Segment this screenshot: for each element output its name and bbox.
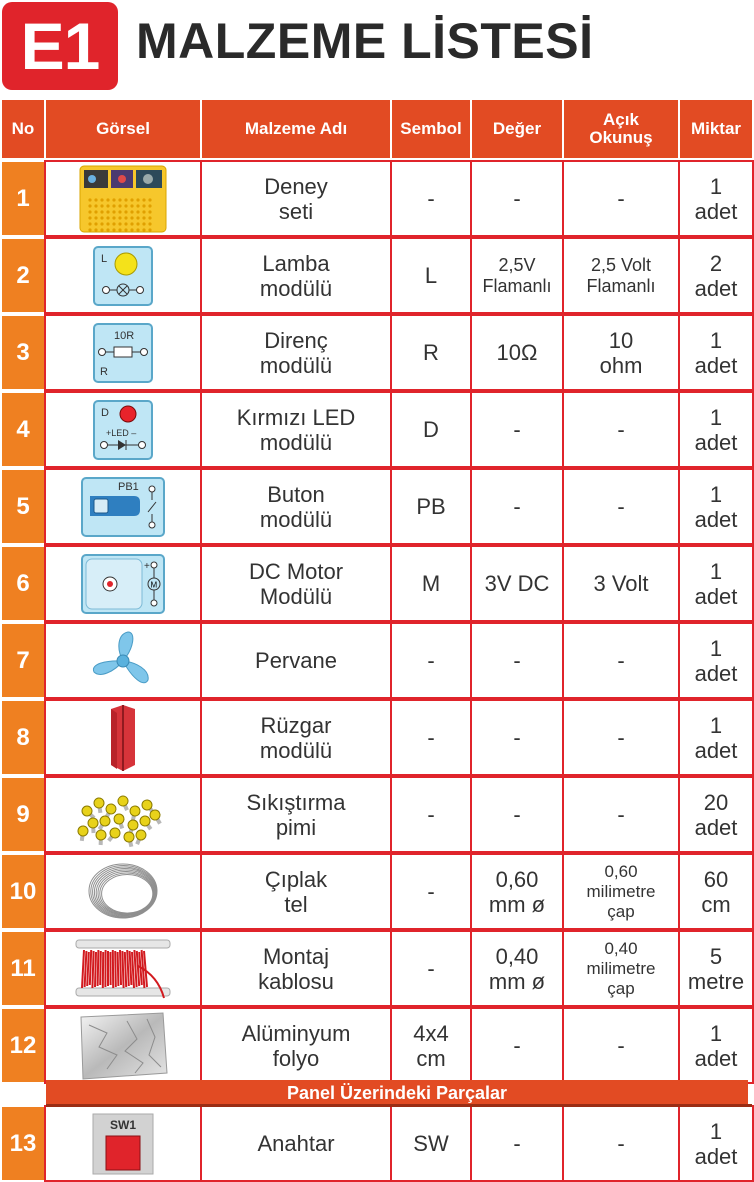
material-quantity-line: adet <box>694 1045 738 1071</box>
clamping-pins-icon <box>75 781 171 849</box>
button-module-icon <box>80 476 166 538</box>
svg-text:PB1: PB1 <box>118 480 139 493</box>
material-quantity-line: adet <box>694 352 738 378</box>
material-quantity-text <box>695 174 738 224</box>
row-number-label: 5 <box>16 492 30 520</box>
material-reading-line: milimetre <box>586 958 656 978</box>
material-value-text <box>513 494 520 519</box>
material-symbol <box>390 237 472 314</box>
row-number-label: 10 <box>9 877 37 905</box>
material-name-line: Modülü <box>259 583 333 609</box>
material-quantity-line: 1 <box>709 712 723 738</box>
material-symbol-text: 4x4 cm <box>413 1020 449 1071</box>
material-value-line: 3V DC <box>484 571 550 596</box>
material-reading-line: 10 <box>608 327 634 353</box>
material-reading-text <box>617 1033 624 1058</box>
material-quantity-text <box>695 713 738 763</box>
material-reading-line: - <box>617 1131 625 1156</box>
material-reading-text <box>617 417 624 442</box>
material-value-line: 0,40 <box>495 943 539 969</box>
material-reading-line: - <box>617 725 625 750</box>
material-quantity-line: 2 <box>709 250 723 276</box>
row-number <box>0 237 46 314</box>
material-reading-text <box>617 648 624 673</box>
material-quantity <box>678 699 754 776</box>
row-number <box>0 468 46 545</box>
material-name-line: Montaj <box>262 943 330 969</box>
material-value-text <box>513 648 520 673</box>
row-number <box>0 699 46 776</box>
material-quantity-line: adet <box>694 506 738 532</box>
material-quantity <box>678 391 754 468</box>
material-quantity-line: 1 <box>709 404 723 430</box>
header-label: Değer <box>492 119 542 138</box>
material-name-text <box>265 867 327 917</box>
material-quantity-line: adet <box>694 737 738 763</box>
row-number <box>0 622 46 699</box>
material-value-text <box>513 186 520 211</box>
material-reading-text <box>617 494 624 519</box>
material-image <box>44 1007 202 1084</box>
material-reading-line: - <box>617 1033 625 1058</box>
material-value <box>470 853 564 930</box>
material-reading <box>562 545 680 622</box>
material-quantity-line: adet <box>694 275 738 301</box>
material-reading <box>562 391 680 468</box>
material-value-line: - <box>513 802 521 827</box>
material-value-line: mm ø <box>488 891 546 917</box>
material-symbol <box>390 699 472 776</box>
material-value-line: - <box>513 648 521 673</box>
row-number-label: 12 <box>9 1031 37 1059</box>
material-quantity-text <box>695 482 738 532</box>
material-reading <box>562 468 680 545</box>
material-symbol-text: - <box>427 725 435 750</box>
material-quantity <box>678 160 754 237</box>
material-quantity-line: 60 <box>703 866 729 892</box>
material-value-text <box>485 571 550 596</box>
material-reading-text <box>600 328 643 378</box>
header-label: Açık Okunuş <box>589 110 653 147</box>
material-quantity-line: 1 <box>709 635 723 661</box>
row-number <box>0 160 46 237</box>
material-image <box>44 622 202 699</box>
material-value-text <box>489 867 545 917</box>
material-value-line: mm ø <box>488 968 546 994</box>
row-number <box>0 930 46 1007</box>
material-reading <box>562 699 680 776</box>
material-reading <box>562 622 680 699</box>
material-name-text <box>249 559 343 609</box>
material-name-text <box>260 328 332 378</box>
material-quantity-text <box>695 328 738 378</box>
material-value <box>470 930 564 1007</box>
material-reading-line: çap <box>607 978 635 998</box>
row-number <box>0 1105 46 1182</box>
row-number-label: 4 <box>16 415 30 443</box>
material-quantity <box>678 468 754 545</box>
material-value <box>470 160 564 237</box>
material-quantity-text <box>695 251 738 301</box>
header-label: Görsel <box>96 119 150 138</box>
material-quantity <box>678 314 754 391</box>
header-col-name <box>200 98 392 160</box>
material-quantity-line: 1 <box>709 1020 723 1046</box>
material-quantity-line: 1 <box>709 173 723 199</box>
material-quantity-line: 5 <box>709 943 723 969</box>
row-number-label: 1 <box>16 184 30 212</box>
material-reading-line: - <box>617 494 625 519</box>
material-quantity-line: adet <box>694 583 738 609</box>
material-quantity <box>678 853 754 930</box>
material-value <box>470 237 564 314</box>
material-quantity-text <box>695 790 738 840</box>
material-quantity-line: 1 <box>709 481 723 507</box>
row-number <box>0 314 46 391</box>
material-quantity <box>678 1007 754 1084</box>
material-name-text <box>237 405 356 455</box>
header-label: Sembol <box>400 119 462 138</box>
material-value <box>470 468 564 545</box>
material-value-line: 2,5V <box>498 254 536 275</box>
material-name <box>200 1105 392 1182</box>
material-name-line: Kırmızı LED <box>236 404 356 430</box>
material-reading-line: - <box>617 802 625 827</box>
material-reading-text <box>617 1131 624 1156</box>
material-symbol <box>390 1105 472 1182</box>
material-symbol <box>390 545 472 622</box>
material-value <box>470 622 564 699</box>
header-col-value <box>470 98 564 160</box>
material-quantity-line: metre <box>687 968 745 994</box>
material-name <box>200 1007 392 1084</box>
material-symbol <box>390 853 472 930</box>
material-quantity <box>678 930 754 1007</box>
material-name <box>200 622 392 699</box>
material-name-line: folyo <box>272 1045 320 1071</box>
material-value-line: - <box>513 1033 521 1058</box>
material-quantity-text <box>688 944 744 994</box>
material-symbol <box>390 391 472 468</box>
material-reading-line: milimetre <box>586 881 656 901</box>
material-quantity <box>678 1105 754 1182</box>
material-name <box>200 699 392 776</box>
material-symbol <box>390 160 472 237</box>
material-image <box>44 930 202 1007</box>
material-symbol-text: L <box>424 263 438 288</box>
row-number-label: 3 <box>16 338 30 366</box>
row-number-label: 13 <box>9 1129 37 1157</box>
material-value-text <box>497 340 538 365</box>
material-symbol <box>390 1007 472 1084</box>
material-image <box>44 776 202 853</box>
material-value-text <box>513 1131 520 1156</box>
material-quantity-line: adet <box>694 198 738 224</box>
experiment-badge: E1 <box>2 2 118 90</box>
material-name-line: Anahtar <box>257 1131 335 1156</box>
material-image <box>44 468 202 545</box>
row-number <box>0 545 46 622</box>
material-value-line: - <box>513 186 521 211</box>
propeller-icon <box>88 628 158 694</box>
material-symbol-text: - <box>427 648 435 673</box>
mounting-cable-icon <box>68 936 178 1002</box>
header-col-quantity <box>678 98 754 160</box>
material-name-text <box>260 482 332 532</box>
lamp-module-icon <box>92 245 154 307</box>
material-quantity-line: 1 <box>709 558 723 584</box>
row-number-label: 2 <box>16 261 30 289</box>
material-quantity <box>678 776 754 853</box>
material-name-line: Pervane <box>255 648 337 673</box>
row-number-label: 11 <box>10 954 36 982</box>
material-name-line: Direnç <box>264 327 328 353</box>
material-value-text <box>513 417 520 442</box>
material-quantity-text <box>695 405 738 455</box>
material-name-line: Rüzgar <box>260 712 332 738</box>
material-value-line: 10Ω <box>496 340 538 365</box>
material-value-text <box>513 802 520 827</box>
material-reading-line: 0,40 <box>604 938 638 958</box>
material-name-text <box>260 713 332 763</box>
material-name-line: tel <box>284 891 308 917</box>
material-quantity-line: cm <box>701 891 731 917</box>
header-col-symbol <box>390 98 472 160</box>
material-reading-text <box>593 571 648 596</box>
svg-text:+LED –: +LED – <box>106 427 137 438</box>
header-col-image <box>44 98 202 160</box>
svg-text:10R: 10R <box>114 329 135 342</box>
header-label: No <box>11 119 35 138</box>
panel-parts-section-header: Panel Üzerindeki Parçalar <box>46 1080 748 1106</box>
row-number-label: 8 <box>16 723 30 751</box>
row-number <box>0 853 46 930</box>
section-shadow <box>46 1104 752 1107</box>
material-quantity-line: 1 <box>709 327 723 353</box>
material-reading-text <box>587 862 656 922</box>
header-label: Miktar <box>690 119 742 138</box>
material-reading <box>562 160 680 237</box>
material-name-line: DC Motor <box>248 558 344 584</box>
header-label: Malzeme Adı <box>244 119 348 138</box>
material-value <box>470 314 564 391</box>
material-name-line: Çıplak <box>264 866 328 892</box>
material-reading-text <box>586 255 655 297</box>
material-reading-line: - <box>617 186 625 211</box>
material-image <box>44 1105 202 1182</box>
material-symbol-text: - <box>427 956 435 981</box>
material-symbol <box>390 314 472 391</box>
dc-motor-module-icon <box>80 553 166 615</box>
material-reading <box>562 776 680 853</box>
bare-wire-icon <box>75 857 171 927</box>
material-reading <box>562 853 680 930</box>
svg-text:L: L <box>101 252 108 265</box>
material-value <box>470 545 564 622</box>
material-value <box>470 1105 564 1182</box>
material-name-text <box>257 1131 334 1156</box>
row-number-label: 6 <box>16 569 30 597</box>
switch-icon <box>91 1112 155 1176</box>
material-name-line: modülü <box>259 275 333 301</box>
material-quantity <box>678 545 754 622</box>
material-name-line: Buton <box>267 481 325 507</box>
material-reading-text <box>617 186 624 211</box>
material-name-text <box>246 790 345 840</box>
page-title: MALZEME LİSTESİ <box>136 13 594 69</box>
material-value-line: - <box>513 725 521 750</box>
experiment-set-icon <box>78 164 168 234</box>
material-value-text <box>513 1033 520 1058</box>
material-name <box>200 545 392 622</box>
material-quantity-line: 20 <box>703 789 729 815</box>
material-reading <box>562 1007 680 1084</box>
material-name-text <box>258 944 334 994</box>
material-name <box>200 853 392 930</box>
material-name-line: Lamba <box>262 250 330 276</box>
material-reading-text <box>617 725 624 750</box>
material-symbol-text: M <box>421 571 441 596</box>
material-value-text <box>489 944 545 994</box>
material-reading-line: - <box>617 648 625 673</box>
material-symbol-text: PB <box>416 494 446 519</box>
material-name <box>200 314 392 391</box>
material-quantity-text <box>695 1119 738 1169</box>
material-value <box>470 699 564 776</box>
material-name-line: modülü <box>259 352 333 378</box>
material-symbol-text: R <box>423 340 439 365</box>
material-symbol-text: - <box>427 802 435 827</box>
material-value <box>470 776 564 853</box>
material-quantity-line: adet <box>694 814 738 840</box>
material-quantity-text <box>695 559 738 609</box>
material-name <box>200 160 392 237</box>
material-value-line: - <box>513 417 521 442</box>
row-number <box>0 776 46 853</box>
aluminium-foil-icon <box>77 1011 169 1081</box>
material-name <box>200 776 392 853</box>
material-reading-line: ohm <box>599 352 643 378</box>
material-reading-line: - <box>617 417 625 442</box>
material-value-line: - <box>513 494 521 519</box>
material-reading-line: 0,60 <box>604 861 638 881</box>
material-reading-text <box>587 939 656 999</box>
material-reading <box>562 314 680 391</box>
material-name-line: Sıkıştırma <box>246 789 346 815</box>
svg-text:M: M <box>150 580 158 589</box>
material-name <box>200 237 392 314</box>
header-col-no <box>0 98 46 160</box>
material-reading <box>562 1105 680 1182</box>
material-reading-line: 3 Volt <box>593 571 649 596</box>
row-number <box>0 391 46 468</box>
row-number <box>0 1007 46 1084</box>
svg-text:+: + <box>144 560 150 572</box>
material-name-text <box>264 174 328 224</box>
material-quantity-line: adet <box>694 1143 738 1169</box>
material-reading-line: 2,5 Volt <box>590 254 652 275</box>
material-symbol <box>390 622 472 699</box>
material-name-text <box>255 648 337 673</box>
material-image <box>44 237 202 314</box>
material-symbol-text: D <box>423 417 439 442</box>
material-name-text <box>260 251 332 301</box>
material-image <box>44 699 202 776</box>
header-col-reading <box>562 98 680 160</box>
material-value-line: 0,60 <box>495 866 539 892</box>
led-module-icon <box>92 399 154 461</box>
material-name-line: Deney <box>264 173 328 199</box>
material-quantity-text <box>695 636 738 686</box>
material-image <box>44 391 202 468</box>
row-number-label: 9 <box>16 800 30 828</box>
material-reading-text <box>617 802 624 827</box>
material-value-text <box>482 255 551 297</box>
material-reading-line: Flamanlı <box>586 275 656 296</box>
material-name-line: modülü <box>259 429 333 455</box>
material-quantity <box>678 237 754 314</box>
material-name-line: kablosu <box>258 968 334 994</box>
material-image <box>44 160 202 237</box>
material-value <box>470 391 564 468</box>
material-name-line: modülü <box>259 506 333 532</box>
svg-text:SW1: SW1 <box>110 1117 137 1132</box>
material-value <box>470 1007 564 1084</box>
svg-text:R: R <box>100 365 108 378</box>
material-reading <box>562 237 680 314</box>
material-symbol-text: SW <box>413 1131 449 1156</box>
material-symbol-text: - <box>427 186 435 211</box>
material-quantity-text <box>695 1021 738 1071</box>
material-name-text <box>242 1021 351 1071</box>
material-symbol <box>390 468 472 545</box>
material-name-line: seti <box>278 198 314 224</box>
material-reading <box>562 930 680 1007</box>
resistor-module-icon <box>92 322 154 384</box>
material-name-line: pimi <box>275 814 317 840</box>
material-name-line: Alüminyum <box>241 1020 351 1046</box>
material-quantity-line: adet <box>694 429 738 455</box>
material-symbol <box>390 930 472 1007</box>
page-header <box>0 0 754 96</box>
material-reading-line: çap <box>607 901 635 921</box>
material-name <box>200 930 392 1007</box>
material-quantity-line: 1 <box>709 1118 723 1144</box>
material-quantity-text <box>701 867 730 917</box>
material-value-line: - <box>513 1131 521 1156</box>
material-name-line: modülü <box>259 737 333 763</box>
wind-module-icon <box>103 703 143 773</box>
material-value-text <box>513 725 520 750</box>
material-image <box>44 853 202 930</box>
material-name <box>200 391 392 468</box>
material-quantity <box>678 622 754 699</box>
material-image <box>44 545 202 622</box>
material-image <box>44 314 202 391</box>
svg-text:D: D <box>101 406 109 419</box>
material-symbol <box>390 776 472 853</box>
row-number-label: 7 <box>16 646 30 674</box>
material-value-line: Flamanlı <box>482 275 552 296</box>
material-quantity-line: adet <box>694 660 738 686</box>
material-name <box>200 468 392 545</box>
material-symbol-text: - <box>427 879 435 904</box>
